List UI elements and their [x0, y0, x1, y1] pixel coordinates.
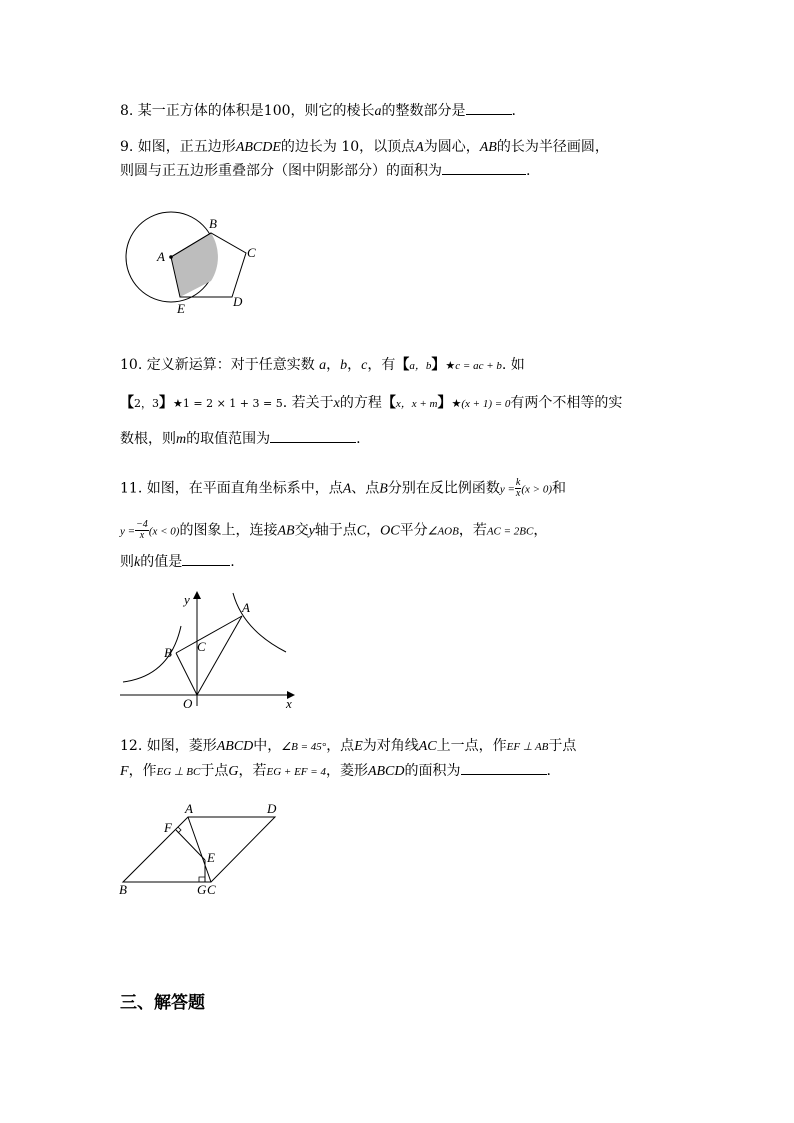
q11-text-line2g: ，	[533, 522, 548, 539]
q10-text-c: . 如	[501, 357, 525, 373]
q12-perp-ef: EF ⊥ AB	[506, 741, 549, 753]
bracket-close: 】	[159, 395, 173, 411]
label-b: B	[209, 216, 217, 231]
star-operator: ★	[445, 359, 456, 372]
label-y: y	[184, 592, 190, 607]
answer-blank-9[interactable]	[442, 160, 526, 175]
q12-text-line2: ，作	[128, 763, 157, 779]
right-angle-f	[178, 827, 181, 833]
label-a: A	[185, 801, 193, 816]
q10-example-args: 2，3	[134, 397, 159, 410]
q12-text-e: 上一点，作	[436, 738, 507, 754]
bracket-close: 】	[437, 395, 452, 411]
label-d: D	[267, 801, 277, 816]
q11-f1-domain: (x > 0)	[521, 483, 552, 496]
q12-condition: EG + EF = 4	[266, 766, 326, 778]
q10-var-a: a	[319, 358, 327, 373]
q10-comma: ，	[326, 357, 341, 373]
q11-f2-lhs: y =	[120, 525, 136, 538]
q11-var-oc: OC	[380, 523, 400, 539]
q10-text-line2: . 若关于	[282, 395, 334, 411]
q11-condition: AC = 2BC	[486, 525, 534, 538]
answer-blank-10[interactable]	[270, 428, 356, 443]
q11-sep: 、点	[351, 480, 380, 497]
coordinate-figure	[115, 588, 300, 713]
q12-var-ac: AC	[418, 739, 437, 754]
q10-example-result: 1 = 2 × 1 + 3 = 5	[182, 397, 283, 410]
label-f: F	[164, 820, 172, 835]
q9-text-d: 的长为半径画圆，	[496, 139, 609, 155]
q10-text-line2c: 有两个不相等的实	[510, 395, 623, 411]
question-8	[120, 100, 516, 122]
q10-text-b: ，有	[367, 357, 396, 373]
rhombus-figure	[115, 800, 290, 900]
label-c: C	[197, 639, 206, 654]
bracket-close: 】	[431, 357, 446, 373]
bracket-open: 【	[381, 395, 396, 411]
q10-var-x: x	[333, 396, 340, 411]
q11-text-b: 分别在反比例函数	[387, 480, 500, 497]
label-b: B	[164, 645, 172, 660]
answer-blank-12[interactable]	[461, 760, 547, 775]
q12-var-f: F	[120, 764, 129, 779]
answer-blank-8[interactable]	[466, 100, 512, 115]
q10-text-line3: 数根，则	[120, 431, 176, 447]
question-11-line1	[120, 478, 566, 500]
q12-text-line2c: ，若	[238, 763, 267, 779]
q11-text-line2b: 交	[294, 522, 309, 539]
label-b: B	[119, 882, 127, 897]
segment-ab	[176, 616, 242, 653]
q11-end: .	[230, 554, 235, 570]
q10-comma: ，	[347, 357, 362, 373]
center-point	[169, 255, 173, 259]
q11-text-line3b: 的值是	[140, 554, 183, 570]
q10-equation-args: x，x + m	[395, 398, 438, 410]
q11-var-ab: AB	[277, 523, 295, 539]
pentagon-circle-figure	[115, 205, 275, 320]
q8-text: 8. 某一正方体的体积是100，则它的棱长	[120, 103, 375, 119]
q10-text-line3b: 的取值范围为	[186, 431, 271, 447]
q11-f2-num: −4	[136, 519, 148, 530]
q10-text-line2b: 的方程	[339, 395, 382, 411]
label-c: C	[207, 882, 216, 897]
q8-var: a	[374, 104, 382, 119]
q9-text-line2: 则圆与正五边形重叠部分（图中阴影部分）的面积为	[120, 163, 442, 179]
q12-var-e: E	[354, 739, 363, 754]
question-9-line2	[120, 160, 530, 181]
q11-f1-num: k	[515, 477, 521, 488]
q9-var-ab: AB	[479, 140, 497, 155]
q9-var-a: A	[415, 140, 424, 155]
q12-text-line2e: 的面积为	[404, 763, 461, 779]
q10-equation-rhs: (x + 1) = 0	[461, 398, 511, 410]
q11-var-c: C	[356, 523, 367, 539]
segment-ob	[176, 653, 197, 695]
q11-var-a: A	[342, 481, 352, 497]
q12-text-c: ，点	[326, 738, 355, 754]
q8-end: .	[511, 103, 516, 119]
bracket-open: 【	[395, 357, 410, 373]
label-o: O	[183, 696, 193, 711]
question-10-line1	[120, 355, 525, 376]
q10-text: 10. 定义新运算：对于任意实数	[120, 357, 315, 373]
curve-positive-branch	[233, 593, 286, 652]
q11-var-b: B	[379, 481, 388, 497]
q11-text-line2f: ，若	[458, 522, 487, 539]
q12-text-line2b: 于点	[200, 763, 229, 779]
q11-f1-den: x	[515, 488, 521, 499]
bracket-open: 【	[120, 395, 134, 411]
q11-f2-den: x	[139, 530, 145, 541]
q12-angle-b: ∠B = 45°	[281, 741, 327, 753]
question-10-line3	[120, 428, 361, 450]
segment-oa	[197, 616, 242, 695]
label-g: G	[197, 882, 207, 897]
q11-text: 11. 如图，在平面直角坐标系中，点	[120, 480, 343, 497]
q10-var-c: c	[361, 358, 368, 373]
q11-text-line2d: ，	[366, 522, 381, 539]
q10-bracket-ab: a，b	[409, 360, 432, 372]
q12-perp-eg: EG ⊥ BC	[156, 766, 201, 778]
label-d: D	[233, 294, 243, 309]
q9-end: .	[526, 163, 531, 179]
q9-text-b: 的边长为 10，以顶点	[280, 139, 416, 155]
q12-end: .	[546, 763, 551, 779]
q11-text-line2c: 轴于点	[314, 522, 357, 539]
curve-negative-branch	[123, 626, 181, 682]
q8-text-b: 的整数部分是	[381, 103, 466, 119]
q11-f2-fraction	[135, 520, 149, 541]
q12-text-d: 为对角线	[362, 738, 419, 754]
q11-var-k: k	[134, 555, 141, 570]
label-c: C	[247, 245, 256, 260]
q9-var-abcde: ABCDE	[235, 140, 281, 155]
question-12-line1	[120, 736, 576, 757]
q11-text-c: 和	[552, 480, 566, 497]
q11-text-line3: 则	[120, 554, 134, 570]
q9-text: 9. 如图，正五边形	[120, 139, 236, 155]
label-a: A	[157, 249, 165, 264]
q12-text: 12. 如图，菱形	[120, 738, 217, 754]
q12-text-line2d: ，菱形	[325, 763, 368, 779]
section-heading-3: 三、解答题	[120, 993, 205, 1013]
star-operator: ★	[451, 397, 462, 410]
q10-var-m: m	[176, 432, 187, 447]
q11-angle: ∠AOB	[427, 525, 459, 538]
segment-ef	[176, 830, 205, 860]
q12-text-b: 中，	[253, 738, 282, 754]
question-12-line2	[120, 760, 551, 782]
q11-text-line2e: 平分	[399, 522, 428, 539]
q12-var-abcd-2: ABCD	[367, 764, 405, 779]
q12-var-g: G	[228, 764, 239, 779]
question-10-line2	[120, 393, 622, 414]
q11-f1-lhs: y =	[499, 483, 515, 496]
q12-text-f: 于点	[548, 738, 577, 754]
question-11-line3	[120, 551, 235, 573]
question-9-line1	[120, 137, 609, 158]
q10-expr: c = ac + b	[455, 360, 502, 372]
q12-var-abcd: ABCD	[216, 739, 254, 754]
label-x: x	[286, 696, 292, 711]
q9-text-c: 为圆心，	[423, 139, 480, 155]
label-e: E	[207, 850, 215, 865]
q10-var-b: b	[340, 358, 348, 373]
label-e: E	[177, 301, 185, 316]
q11-var-y: y	[308, 523, 315, 539]
label-a: A	[242, 600, 250, 615]
q11-text-line2: 的图象上，连接	[179, 522, 278, 539]
q10-end: .	[356, 431, 361, 447]
q11-f2-domain: (x < 0)	[148, 525, 180, 538]
question-11-line2	[120, 520, 547, 542]
answer-blank-11[interactable]	[182, 551, 230, 566]
star-operator: ★	[173, 397, 183, 410]
